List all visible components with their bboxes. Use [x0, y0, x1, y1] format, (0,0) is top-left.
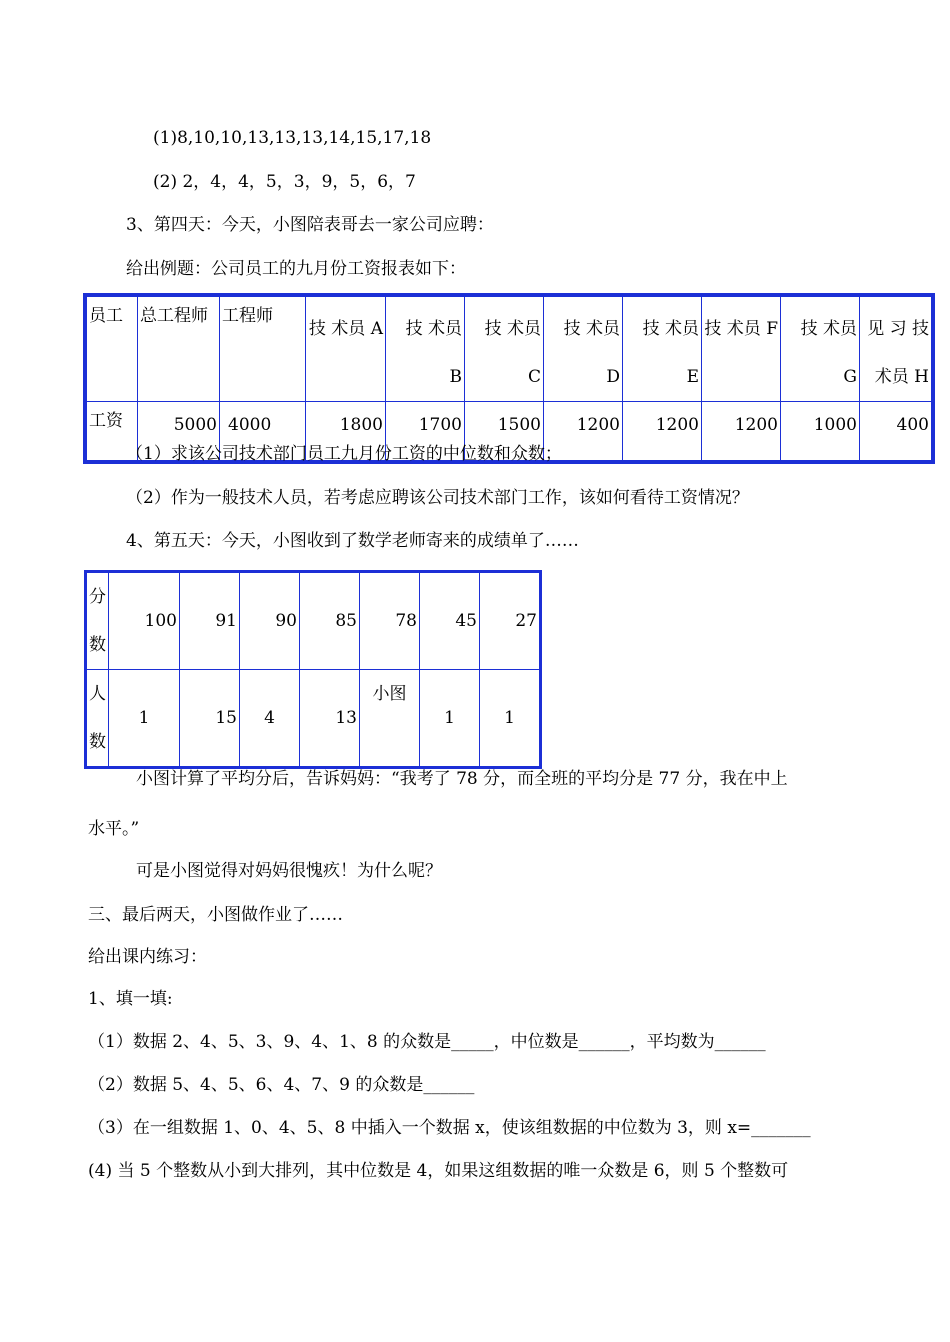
salary-cell: 1000	[781, 402, 860, 461]
exercise-item-2: （2）数据 5、4、5、6、4、7、9 的众数是______	[88, 1075, 475, 1095]
section-last-days: 三、最后两天，小图做作业了……	[88, 905, 343, 925]
salary-cell: 1200	[623, 402, 702, 461]
exercise-item-1: （1）数据 2、4、5、3、9、4、1、8 的众数是_____，中位数是______，平均数为______	[88, 1032, 766, 1052]
header-tech-a: 技 术员 A	[306, 297, 386, 402]
example-intro: 给出例题：公司员工的九月份工资报表如下：	[126, 259, 466, 279]
score-cell: 90	[240, 573, 300, 670]
salary-header-row	[87, 297, 932, 402]
employee-label: 员工	[87, 297, 138, 402]
header-chief-engineer: 总工程师	[138, 297, 220, 402]
paragraph-average-cont: 水平。”	[88, 819, 140, 839]
header-tech-f: 技 术员 F	[702, 297, 781, 402]
header-tech-b: 技 术员 B	[386, 297, 465, 402]
count-cell-xiaotu: 小图	[360, 670, 420, 767]
salary-cell: 5000	[138, 402, 220, 461]
header-engineer: 工程师	[220, 297, 306, 402]
exercise-item-3: （3）在一组数据 1、0、4、5、8 中插入一个数据 x，使该组数据的中位数为 3，则 x=_______	[88, 1118, 811, 1138]
header-tech-d: 技 术员 D	[544, 297, 623, 402]
salary-cell: 1200	[702, 402, 781, 461]
exercise-item-4: (4) 当 5 个整数从小到大排列，其中位数是 4，如果这组数据的唯一众数是 6，则 5 个整数可	[88, 1161, 789, 1181]
score-cell: 91	[180, 573, 240, 670]
count-row	[87, 670, 540, 767]
header-tech-c: 技 术员 C	[465, 297, 544, 402]
question-2: （2）作为一般技术人员，若考虑应聘该公司技术部门工作，该如何看待工资情况？	[126, 488, 749, 508]
count-cell: 1	[109, 670, 180, 767]
answer-line-2: (2) 2，4，4，5，3，9，5，6，7	[153, 172, 416, 192]
score-cell: 100	[109, 573, 180, 670]
score-row	[87, 573, 540, 670]
salary-cell: 1700	[386, 402, 465, 461]
score-label: 分数	[87, 573, 109, 670]
score-table	[86, 572, 540, 767]
header-tech-g: 技 术员 G	[781, 297, 860, 402]
score-cell: 45	[420, 573, 480, 670]
salary-cell: 4000	[220, 402, 306, 461]
score-cell: 27	[480, 573, 540, 670]
header-trainee-h: 见 习 技术员 H	[860, 297, 932, 402]
count-cell: 15	[180, 670, 240, 767]
salary-cell: 1200	[544, 402, 623, 461]
count-cell: 13	[300, 670, 360, 767]
salary-cell: 1800	[306, 402, 386, 461]
count-cell: 1	[420, 670, 480, 767]
answer-line-1: (1)8,10,10,13,13,13,14,15,17,18	[153, 128, 432, 148]
exercise-intro: 给出课内练习：	[88, 947, 207, 967]
paragraph-guilt: 可是小图觉得对妈妈很愧疚！为什么呢？	[136, 861, 442, 881]
count-cell: 4	[240, 670, 300, 767]
score-cell: 78	[360, 573, 420, 670]
score-cell: 85	[300, 573, 360, 670]
count-cell: 1	[480, 670, 540, 767]
header-tech-e: 技 术员 E	[623, 297, 702, 402]
exercise-1-heading: 1、填一填:	[88, 989, 173, 1009]
salary-table	[86, 296, 932, 461]
salary-cell: 400	[860, 402, 932, 461]
question-1: （1）求该公司技术部门员工九月份工资的中位数和众数；	[126, 444, 562, 464]
salary-label: 工资	[87, 402, 138, 461]
section-day-five: 4、第五天：今天，小图收到了数学老师寄来的成绩单了……	[126, 531, 579, 551]
salary-cell: 1500	[465, 402, 544, 461]
paragraph-average: 小图计算了平均分后，告诉妈妈：“我考了 78 分，而全班的平均分是 77 分，我在中上	[136, 769, 788, 789]
count-label: 人数	[87, 670, 109, 767]
section-day-four: 3、第四天：今天，小图陪表哥去一家公司应聘：	[126, 215, 494, 235]
